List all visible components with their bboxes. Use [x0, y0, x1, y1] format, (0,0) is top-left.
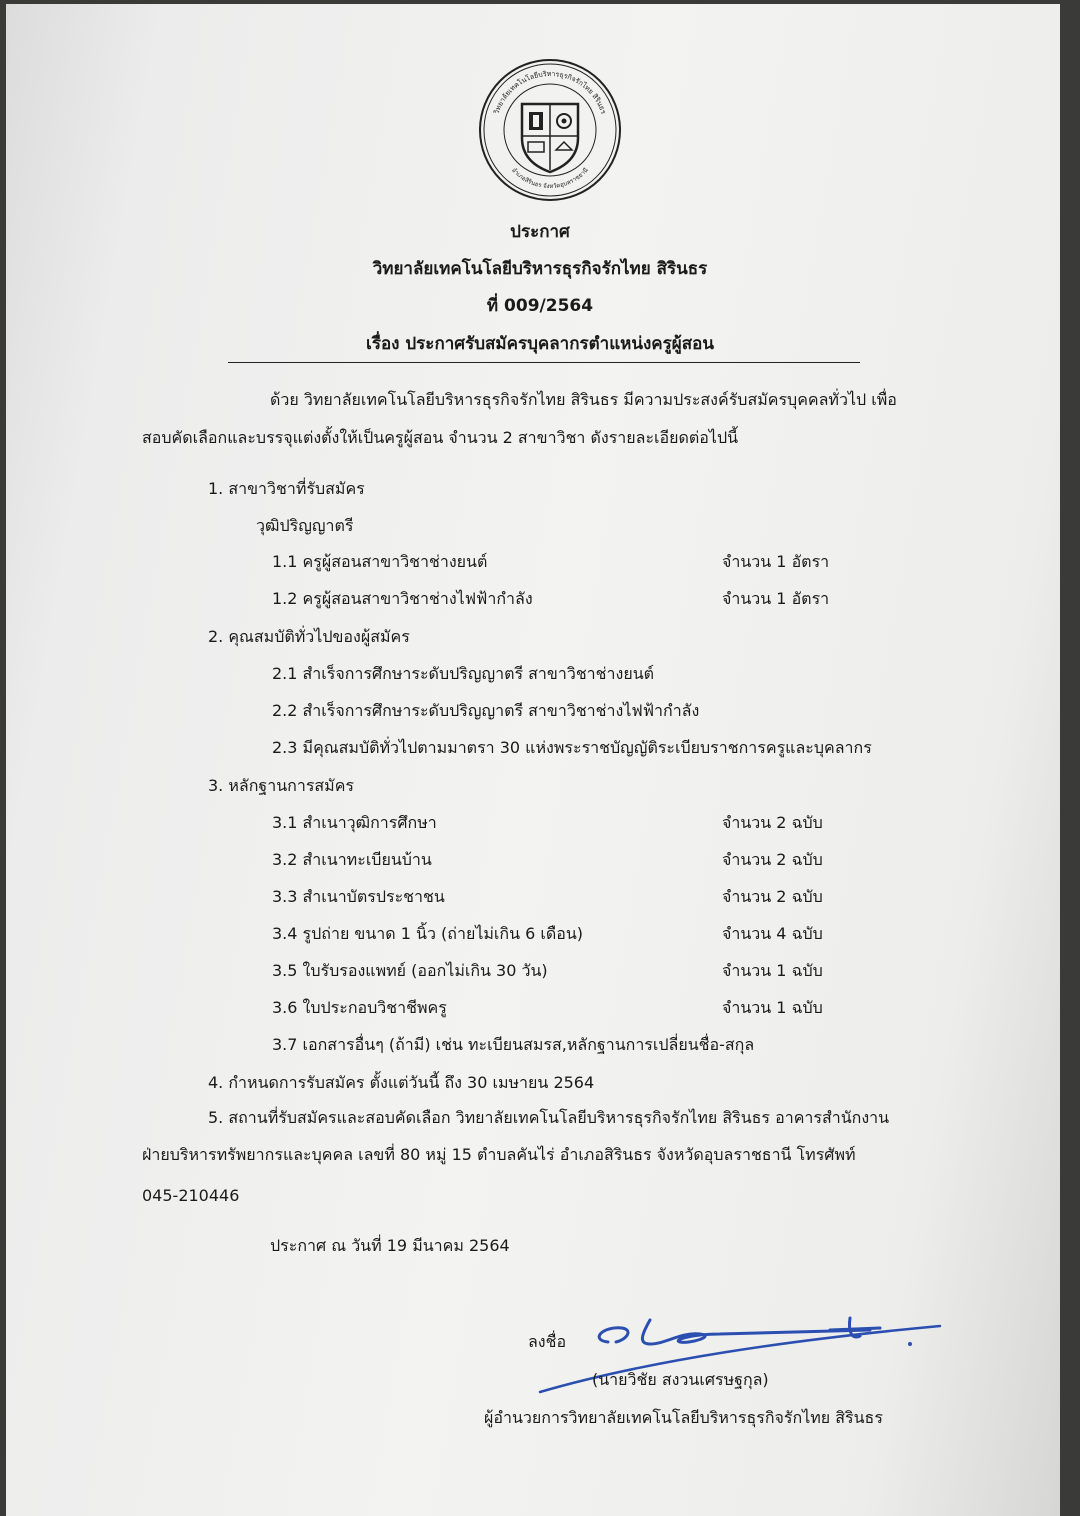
header-divider	[228, 362, 860, 363]
seal-ring-top-text: วิทยาลัยเทคโนโลยีบริหารธุรกิจรักไทย สิรินธร	[492, 69, 608, 116]
section-3-item-label: 3.4 รูปถ่าย ขนาด 1 นิ้ว (ถ่ายไม่เกิน 6 เดือน)	[272, 924, 583, 943]
section-3-item-qty: จำนวน 2 ฉบับ	[722, 850, 823, 869]
section-3-item-qty: จำนวน 2 ฉบับ	[722, 887, 823, 906]
section-3-item-qty: จำนวน 2 ฉบับ	[722, 813, 823, 832]
announcement-label: ประกาศ	[510, 222, 570, 242]
section-3-item-label: 3.3 สำเนาบัตรประชาชน	[272, 887, 445, 906]
section-3-item-label: 3.6 ใบประกอบวิชาชีพครู	[272, 998, 447, 1017]
seal-ring-bottom-text: อำเภอสิรินธร จังหวัดอุบลราชธานี	[510, 166, 590, 191]
section-3-item-label: 3.1 สำเนาวุฒิการศึกษา	[272, 813, 437, 832]
college-seal	[478, 58, 622, 202]
section-5-line-2: ฝ่ายบริหารทรัพยากรและบุคคล เลขที่ 80 หมู่ 15 ตำบลคันไร่ อำเภอสิรินธร จังหวัดอุบลราชธานี โทรศัพท์	[142, 1145, 856, 1164]
section-3-item-qty: จำนวน 1 ฉบับ	[722, 998, 823, 1017]
intro-line-2: สอบคัดเลือกและบรรจุแต่งตั้งให้เป็นครูผู้สอน จำนวน 2 สาขาวิชา ดังรายละเอียดต่อไปนี้	[142, 428, 739, 447]
section-1-sub: วุฒิปริญญาตรี	[256, 516, 354, 535]
signatory-title: ผู้อำนวยการวิทยาลัยเทคโนโลยีบริหารธุรกิจรักไทย สิรินธร	[484, 1408, 883, 1427]
announcement-subject: เรื่อง ประกาศรับสมัครบุคลากรตำแหน่งครูผู้สอน	[366, 334, 714, 354]
section-3-item-qty: จำนวน 1 ฉบับ	[722, 961, 823, 980]
section-3-item-label: 3.5 ใบรับรองแพทย์ (ออกไม่เกิน 30 วัน)	[272, 961, 548, 980]
intro-line-1: ด้วย วิทยาลัยเทคโนโลยีบริหารธุรกิจรักไทย สิรินธร มีความประสงค์รับสมัครบุคคลทั่วไป เพื่อ	[270, 390, 897, 409]
section-3-item-qty: จำนวน 4 ฉบับ	[722, 924, 823, 943]
section-3-item-label: 3.2 สำเนาทะเบียนบ้าน	[272, 850, 432, 869]
section-5-phone: 045-210446	[142, 1186, 240, 1205]
signature-label: ลงชื่อ	[528, 1332, 567, 1351]
section-4: 4. กำหนดการรับสมัคร ตั้งแต่วันนี้ ถึง 30 เมษายน 2564	[208, 1073, 595, 1092]
signatory-name: (นายวิชัย สงวนเศรษฐกุล)	[592, 1370, 769, 1389]
section-1-item-qty: จำนวน 1 อัตรา	[722, 552, 830, 571]
section-2-item: 2.1 สำเร็จการศึกษาระดับปริญญาตรี สาขาวิชาช่างยนต์	[272, 664, 655, 683]
section-1-item-label: 1.1 ครูผู้สอนสาขาวิชาช่างยนต์	[272, 552, 488, 571]
section-2-item: 2.2 สำเร็จการศึกษาระดับปริญญาตรี สาขาวิชาช่างไฟฟ้ากำลัง	[272, 701, 700, 720]
section-1-heading: 1. สาขาวิชาที่รับสมัคร	[208, 479, 365, 498]
section-2-heading: 2. คุณสมบัติทั่วไปของผู้สมัคร	[208, 627, 410, 646]
section-5-line-1: 5. สถานที่รับสมัครและสอบคัดเลือก วิทยาลัยเทคโนโลยีบริหารธุรกิจรักไทย สิรินธร อาคารสำนักงาน	[208, 1108, 890, 1127]
section-2-item: 2.3 มีคุณสมบัติทั่วไปตามมาตรา 30 แห่งพระราชบัญญัติระเบียบราชการครูและบุคลากร	[272, 738, 872, 757]
college-name: วิทยาลัยเทคโนโลยีบริหารธุรกิจรักไทย สิรินธร	[372, 259, 708, 279]
section-3-item-7: 3.7 เอกสารอื่นๆ (ถ้ามี) เช่น ทะเบียนสมรส,หลักฐานการเปลี่ยนชื่อ-สกุล	[272, 1035, 755, 1054]
announcement-number: ที่ 009/2564	[486, 296, 594, 316]
section-1-item-qty: จำนวน 1 อัตรา	[722, 589, 830, 608]
announce-date: ประกาศ ณ วันที่ 19 มีนาคม 2564	[270, 1236, 510, 1255]
section-3-heading: 3. หลักฐานการสมัคร	[208, 776, 355, 795]
section-1-item-label: 1.2 ครูผู้สอนสาขาวิชาช่างไฟฟ้ากำลัง	[272, 589, 533, 608]
